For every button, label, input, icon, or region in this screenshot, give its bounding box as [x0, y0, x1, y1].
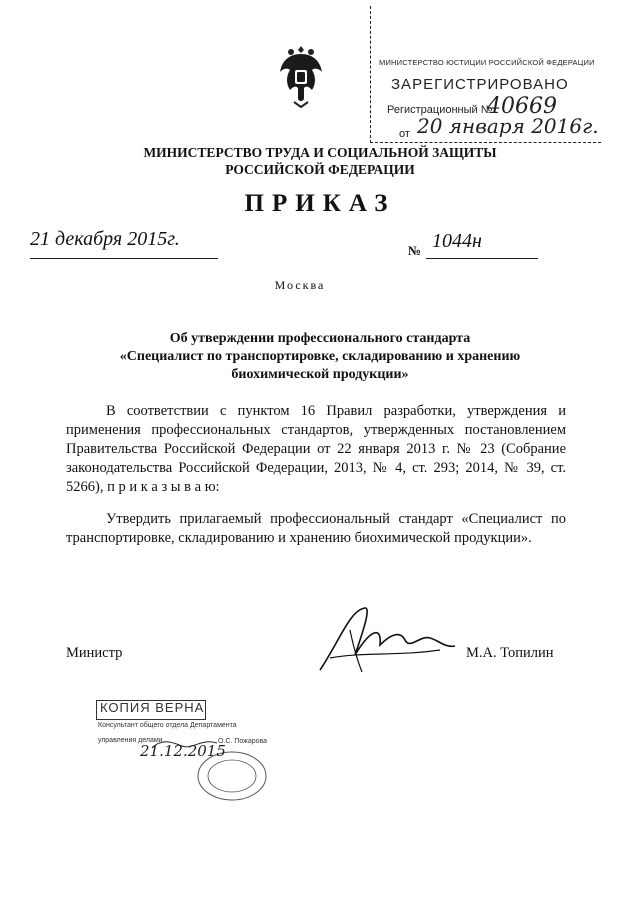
- order-number: 1044н: [432, 230, 482, 252]
- number-underline: [426, 258, 538, 259]
- body-paragraph-1: [66, 402, 566, 497]
- ministry-header: [0, 144, 640, 178]
- registration-number-label: Регистрационный №: [387, 104, 493, 116]
- coat-of-arms-emblem: [276, 42, 326, 108]
- handwritten-signature: [310, 600, 460, 680]
- registration-date-label: от: [399, 128, 410, 140]
- document-type-title: ПРИКАЗ: [244, 190, 396, 217]
- copy-stamp-name: О.С. Пожарова: [218, 738, 268, 745]
- body-paragraph-2: [66, 510, 566, 548]
- ministry-name-line1: МИНИСТЕРСТВО ТРУДА И СОЦИАЛЬНОЙ ЗАЩИТЫ: [143, 145, 497, 160]
- copy-stamp-date: 21.12.2015: [140, 742, 226, 760]
- registration-organization: МИНИСТЕРСТВО ЮСТИЦИИ РОССИЙСКОЙ ФЕДЕРАЦИИ: [379, 58, 595, 67]
- copy-stamp-position: Консультант общего отдела Департамента: [98, 722, 237, 729]
- subject-line2: «Специалист по транспортировке, складированию и хранению: [119, 349, 521, 364]
- order-subject: [40, 330, 600, 384]
- order-date: 21 декабря 2015г.: [30, 228, 180, 250]
- date-underline: [30, 258, 218, 259]
- body-paragraph-2-text: Утвердить прилагаемый профессиональный стандарт «Специалист по транспортировке, складированию и хранению биохимической продукции».: [66, 511, 566, 546]
- registration-number: 40669: [487, 94, 557, 119]
- subject-line3: биохимической продукции»: [231, 367, 409, 382]
- signatory-name: М.А. Топилин: [466, 645, 554, 661]
- copy-stamp-department: управления делами: [98, 737, 163, 744]
- order-number-label: №: [408, 243, 422, 258]
- registration-date: 20 января 2016г.: [417, 114, 599, 138]
- registration-title: ЗАРЕГИСТРИРОВАНО: [391, 76, 569, 93]
- body-paragraph-1-text: В соответствии с пунктом 16 Правил разработки, утверждения и применения профессиональных стандартов, утвержденных постановлением Правительства Российской Федерации от 22 января 2013 г. № 23 (Собрание законодательства Российской Федерации, 2013, № 4, ст. 293; 2014, № 39, ст. 5266), п р и к а з ы в а ю:: [66, 403, 566, 495]
- ministry-name-line2: РОССИЙСКОЙ ФЕДЕРАЦИИ: [225, 162, 415, 177]
- city: Москва: [274, 278, 326, 292]
- subject-line1: Об утверждении профессионального стандарта: [169, 331, 471, 346]
- registration-stamp: [370, 6, 601, 143]
- signatory-title: Министр: [66, 645, 123, 661]
- copy-stamp-title: КОПИЯ ВЕРНА: [100, 700, 205, 715]
